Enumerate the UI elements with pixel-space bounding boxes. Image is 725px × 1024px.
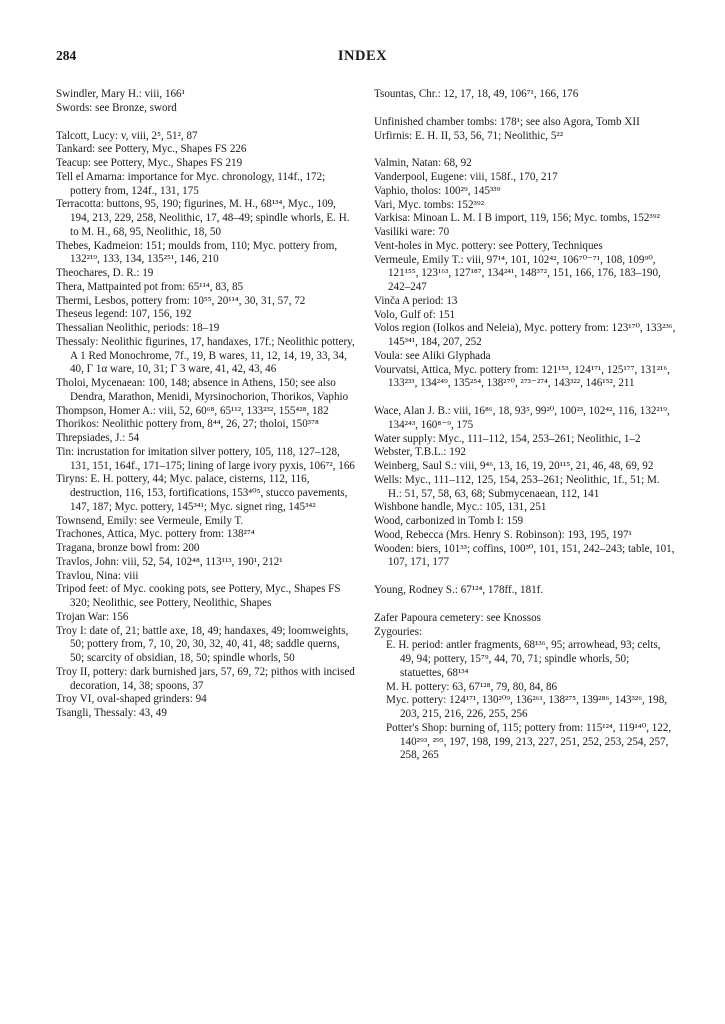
index-entry: Vinča A period: 13: [374, 294, 458, 307]
index-entry: Weinberg, Saul S.: viii, 9⁴⁶, 13, 16, 19, 20¹¹⁵, 21, 46, 48, 69, 92: [374, 460, 654, 472]
index-entry: Vanderpool, Eugene: viii, 158f., 170, 217: [374, 171, 558, 183]
index-entry: Varkisa: Minoan L. M. I B import, 119, 156; Myc. tombs, 152³⁹²: [374, 212, 660, 225]
index-entry: Tholoi, Mycenaean: 100, 148; absence in Athens, 150; see also Dendra, Marathon, Menidi, Myrsinochorion, Thorikos, Vaphio: [56, 377, 349, 403]
index-entry: Webster, T.B.L.: 192: [374, 446, 466, 459]
index-entry: Travlou, Nina: viii: [56, 569, 139, 582]
index-entry: Thorikos: Neolithic pottery from, 8⁴⁴, 26, 27; tholoi, 150³⁷⁸: [56, 418, 319, 431]
index-entry: Teacup: see Pottery, Myc., Shapes FS 219: [56, 157, 243, 169]
section-gap: [56, 116, 356, 130]
index-subentry: M. H. pottery: 63, 67¹²⁸, 79, 80, 84, 86: [386, 680, 558, 693]
index-entry: Tankard: see Pottery, Myc., Shapes FS 226: [56, 143, 247, 156]
index-entry: Thessaly: Neolithic figurines, 17, handaxes, 17f.; Neolithic pottery, A 1 Red Monochrome, 7f., 19, B wares, 11, 12, 14, 19, 33, 34, 40, Γ 1α ware, 10, 31; Γ 3 ware, 41, 42, 43, 46: [56, 335, 355, 376]
index-entry: Voula: see Aliki Glyphada: [374, 349, 491, 362]
index-entry: Tripod feet: of Myc. cooking pots, see Pottery, Myc., Shapes FS 320; Neolithic, see Pottery, Neolithic, Shapes: [56, 583, 341, 609]
index-entry: Vasiliki ware: 70: [374, 226, 450, 238]
index-entry: Wells: Myc., 111–112, 125, 154, 253–261; Neolithic, 1f., 51; M. H.: 51, 57, 58, 63, 68; Submycenaean, 112, 141: [374, 473, 660, 500]
index-entry: Tiryns: E. H. pottery, 44; Myc. palace, cisterns, 112, 116, destruction, 116, 153, fortifications, 153⁴⁰⁵, stucco pavements, 147, 187; Myc. pottery, 145³⁴¹; Myc. signet ring, 145³⁴²: [56, 473, 348, 513]
index-entry: Swindler, Mary H.: viii, 166¹: [56, 88, 185, 100]
section-gap: [374, 598, 676, 612]
index-subentry: E. H. period: antler fragments, 68¹³⁶, 95; arrowhead, 93; celts, 49, 94; pottery, 15⁷⁹, 44, 70, 71; spindle whorls, 50; statuettes, 68¹³⁴: [386, 639, 661, 679]
index-entry: Wood, carbonized in Tomb I: 159: [374, 515, 524, 527]
index-subentry: Myc. pottery: 124¹⁷¹, 130²⁰⁹, 136²⁶¹, 138²⁷⁵, 139²⁸⁶, 143³²⁶, 198, 203, 215, 216, 226, 255, 256: [386, 694, 668, 720]
page-header: [0, 48, 725, 68]
index-entry: Tsountas, Chr.: 12, 17, 18, 49, 106⁷¹, 166, 176: [374, 88, 579, 100]
section-gap: [374, 391, 676, 405]
index-column-left: [56, 88, 356, 721]
index-entry: Swords: see Bronze, sword: [56, 101, 177, 114]
index-entry: Tragana, bronze bowl from: 200: [56, 542, 200, 554]
index-entry: Volo, Gulf of: 151: [374, 308, 456, 321]
index-entry: Wace, Alan J. B.: viii, 16⁸⁶, 18, 93⁵, 99²⁰, 100²³, 102⁴², 116, 132²¹⁹, 134²⁴³, 160⁸⁻⁹, 175: [374, 405, 670, 431]
index-entry: Zafer Papoura cemetery: see Knossos: [374, 611, 541, 624]
index-entry: Valmin, Natan: 68, 92: [374, 157, 472, 170]
index-entry: Zygouries:: [374, 625, 423, 638]
index-entry: Talcott, Lucy: v, viii, 2⁵, 51², 87: [56, 129, 198, 142]
index-entry: Theseus legend: 107, 156, 192: [56, 308, 192, 321]
index-entry: Vermeule, Emily T.: viii, 97¹⁴, 101, 102⁴², 106⁷⁰⁻⁷¹, 108, 109⁹⁰, 121¹⁵⁵, 123¹⁶³, 127¹⁸⁷, 134²⁴¹, 148³⁷², 151, 166, 176, 183–190, 242–247: [374, 253, 661, 293]
index-entry: Water supply: Myc., 111–112, 154, 253–261; Neolithic, 1–2: [374, 432, 641, 445]
index-entry: Tell el Amarna: importance for Myc. chronology, 114f., 172; pottery from, 124f., 131, 175: [56, 170, 326, 197]
index-column-right: [374, 88, 676, 763]
index-entry: Threpsiades, J.: 54: [56, 432, 140, 444]
page-number: 284: [56, 48, 77, 63]
index-entry: Townsend, Emily: see Vermeule, Emily T.: [56, 514, 244, 527]
index-entry: Troy VI, oval-shaped grinders: 94: [56, 693, 207, 706]
index-entry: Theochares, D. R.: 19: [56, 267, 154, 279]
index-entry: Vaphio, tholos: 100²⁹, 145³³⁹: [374, 184, 501, 197]
section-gap: [374, 570, 676, 584]
index-entry: Young, Rodney S.: 67¹²⁴, 178ff., 181f.: [374, 584, 544, 596]
index-entry: Volos region (Iolkos and Neleia), Myc. pottery from: 123¹⁷⁰, 133²³⁶, 145³⁴¹, 184, 207, 252: [374, 322, 676, 348]
index-entry: Troy I: date of, 21; battle axe, 18, 49; handaxes, 49; loomweights, 50; pottery from, 7, 10, 20, 30, 32, 40, 41, 48; saddle querns, 50; scarcity of obsidian, 18, 50; spindle whorls, 50: [56, 624, 349, 664]
index-entry: Thebes, Kadmeion: 151; moulds from, 110; Myc. pottery from, 132²¹⁹, 133, 134, 135²⁵¹, 146, 210: [56, 239, 338, 266]
running-head: INDEX: [337, 48, 388, 64]
index-entry: Wishbone handle, Myc.: 105, 131, 251: [374, 501, 547, 514]
index-entry: Thermi, Lesbos, pottery from: 10⁵⁵, 20¹¹⁴, 30, 31, 57, 72: [56, 294, 306, 307]
index-entry: Trachones, Attica, Myc. pottery from: 138²⁷⁴: [56, 528, 255, 541]
index-entry: Thompson, Homer A.: viii, 52, 60⁶⁸, 65¹¹², 133²³², 155⁴²⁸, 182: [56, 404, 329, 417]
index-entry: Vent-holes in Myc. pottery: see Pottery, Techniques: [374, 239, 603, 252]
index-entry: Unfinished chamber tombs: 178¹; see also Agora, Tomb XII: [374, 115, 640, 128]
index-entry: Thera, Mattpainted pot from: 65¹¹⁴, 83, 85: [56, 280, 244, 293]
section-gap: [374, 102, 676, 116]
index-entry: Thessalian Neolithic, periods: 18–19: [56, 322, 220, 334]
index-entry: Urfirnis: E. H. II, 53, 56, 71; Neolithic, 5²²: [374, 129, 564, 142]
index-entry: Troy II, pottery: dark burnished jars, 57, 69, 72; pithos with incised decoration, 14, 38; spoons, 37: [56, 665, 355, 692]
index-entry: Trojan War: 156: [56, 610, 129, 623]
index-entry: Terracotta: buttons, 95, 190; figurines, M. H., 68¹³⁴, Myc., 109, 194, 213, 229, 258, Neolithic, 17, 48–49; spindle whorls, E. H. to M. H., 68, 95, Neolithic, 18, 50: [56, 198, 350, 238]
index-entry: Vari, Myc. tombs: 152³⁹²: [374, 198, 485, 211]
index-entry: Tin: incrustation for imitation silver pottery, 105, 118, 127–128, 131, 151, 164f., 171–175; lining of large ivory pyxis, 106⁷², 166: [56, 445, 355, 472]
index-entry: Vourvatsi, Attica, Myc. pottery from: 121¹⁵³, 124¹⁷¹, 125¹⁷⁷, 131²¹⁶, 133²³³, 134²⁴⁹, 135²⁵⁴, 138²⁷⁰, ²⁷³⁻²⁷⁴, 143³²², 146¹⁵², 211: [374, 363, 671, 390]
index-entry: Travlos, John: viii, 52, 54, 102⁴⁸, 113¹¹³, 190¹, 212¹: [56, 555, 283, 568]
index-entry: Tsangli, Thessaly: 43, 49: [56, 707, 167, 719]
index-subentry: Potter's Shop: burning of, 115; pottery from: 115¹²⁴, 119¹⁴⁰, 122, 140²⁹³, ²⁹⁵, 197, 198, 199, 213, 227, 251, 252, 253, 254, 257, 258, 265: [386, 721, 672, 762]
index-entry: Wooden: biers, 101³³; coffins, 100³⁰, 101, 151, 242–243; table, 101, 107, 171, 177: [374, 542, 675, 569]
index-entry: Wood, Rebecca (Mrs. Henry S. Robinson): 193, 195, 197¹: [374, 528, 632, 541]
section-gap: [374, 143, 676, 157]
